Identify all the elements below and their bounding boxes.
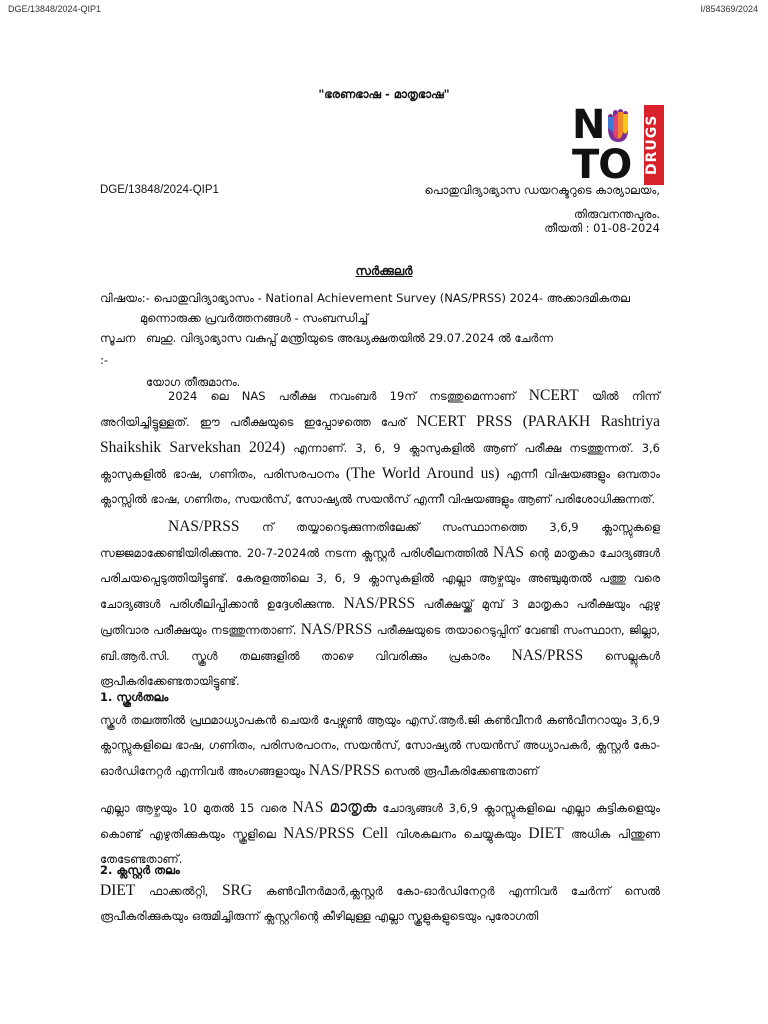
office-line-2: തിരുവനന്തപുരം.: [573, 207, 660, 221]
circular-title: സർക്കുലർ: [355, 264, 413, 278]
motto: "ഭരണഭാഷ - മാതൃഭാഷ": [318, 87, 450, 101]
header-right-ref: I/854369/2024: [700, 4, 758, 14]
file-number: DGE/13848/2024-QIP1: [100, 184, 219, 196]
text-run: സെല്ലുകൾ രൂപീകരിക്കേണ്ടതായിട്ടുണ്ട്.: [100, 649, 660, 688]
text-run: സ്കൂൾ തലത്തിൽ പ്രഥമാധ്യാപകൻ ചെയർ പേഴ്സൺ ആയും എസ്.ആർ.ജി കൺവീനർ കൺവീനറായും 3,6,9 ക്ലാസ്സുകളിലെ ഭാഷ, ഗണിതം, പരിസരപഠനം, സയൻസ്, സോഷ്യൽ സയൻസ് അധ്യാപകർ, ക്ലസ്റ്റർ കോ-ഓർഡിനേറ്റർ എന്നിവർ അംഗങ്ങളായും: [100, 713, 660, 778]
emphasis-run: NAS/PRSS: [343, 595, 416, 612]
emphasis-run: SRG: [221, 882, 253, 899]
emphasis-run: (The World Around us): [345, 465, 500, 482]
section-1-para-b: [100, 795, 660, 872]
subject: [100, 288, 670, 328]
reference-label: സൂചന :-: [100, 331, 136, 367]
date-value: 01-08-2024: [593, 221, 660, 235]
reference-line-2: യോഗ തീരുമാനം.: [146, 375, 241, 389]
emphasis-run: മാതൃക: [323, 799, 377, 816]
paragraph-1: [100, 383, 660, 512]
text-run: 2024 ലെ NAS പരീക്ഷ നവംബർ 19ന് നടത്തുമെന്നാണ്: [168, 389, 529, 403]
emphasis-run: NAS/PRSS: [168, 518, 240, 535]
section-1-para-a: [100, 708, 660, 784]
text-run: എന്നീ വിഷയങ്ങളും ഒമ്പതാം ക്ലാസ്സിൽ ഭാഷ, ഗണിതം, സയൻസ്, സോഷ്യൽ സയൻസ് എന്നീ വിഷയങ്ങളും ആണ് പരിശോധിക്കുന്നത്.: [100, 467, 661, 506]
emphasis-run: NAS/PRSS: [300, 621, 373, 638]
text-run: ന്റെ മാതൃകാ ചോദ്യങ്ങൾ പരിചയപ്പെടുത്തിയിട്ടുണ്ട്. കേരളത്തിലെ 3, 6, 9 ക്ലാസുകളിൽ എല്ലാ ആഴ്ചയും അഞ്ചുമുതൽ പത്തു വരെ ചോദ്യങ്ങൾ പരിശീലിപ്പിക്കാൻ ഉദ്ദേശിക്കുന്നു.: [100, 546, 660, 611]
text-run: പരീക്ഷയ്ക്ക് മുമ്പ് 3 മാതൃകാ പരീക്ഷയും ഏഴു പ്രതിവാര പരീക്ഷയും നടത്തുന്നതാണ്.: [100, 597, 660, 637]
paragraph-2: [100, 514, 660, 694]
section-2-para: [100, 878, 660, 929]
subject-line-1: വിഷയം:- പൊതുവിദ്യാഭ്യാസം - National Achievement Survey (NAS/PRSS) 2024- അക്കാദമികതല: [100, 291, 630, 305]
emphasis-run: NAS: [292, 799, 324, 816]
date-line: [544, 221, 660, 236]
text-run: അധിക പിന്തുണ തേടേണ്ടതാണ്.: [100, 827, 660, 866]
emphasis-run: NAS/PRSS: [308, 762, 381, 779]
text-run: ഫാക്കൽറ്റി,: [135, 884, 222, 898]
text-run: വിശകലനം ചെയ്യുകയും: [388, 827, 529, 841]
text-run: പരീക്ഷയുടെ തയാറെടുപ്പിന് വേണ്ടി സംസ്ഥാന, ജില്ലാ, ബി.ആർ.സി. സ്കൂൾ തലങ്ങളിൽ താഴെ വിവരിക്കും പ്രകാരം: [100, 623, 660, 663]
emphasis-run: NAS: [493, 544, 525, 561]
text-run: കൺവീനർമാർ,ക്ലസ്റ്റർ കോ-ഓർഡിനേറ്റർ എന്നിവർ ചേർന്ന് സെൽ രൂപീകരിക്കുകയും ഒരുമിച്ചിരുന്ന് ക്ലസ്റ്ററിന്റെ കീഴിലുള്ള എല്ലാ സ്കൂളുകളുടെയും പുരോഗതി: [100, 884, 660, 923]
text-run: എന്നാണ്. 3, 6, 9 ക്ലാസുകളിൽ ആണ് പരീക്ഷ നടത്തുന്നത്. 3,6 ക്ലാസുകളിൽ ഭാഷ, ഗണിതം, പരിസരപഠനം: [100, 441, 661, 481]
office-line-1: പൊതുവിദ്യാഭ്യാസ ഡയറക്ടറുടെ കാര്യാലയം,: [424, 183, 660, 197]
section-2-heading: 2. ക്ലസ്റ്റർ തലം: [100, 863, 180, 877]
reference-line-1: ബഹു. വിദ്യാഭ്യാസ വകുപ്പ് മന്ത്രിയുടെ അദ്ധ്യക്ഷതയിൽ 29.07.2024 ൽ ചേർന്ന: [146, 331, 553, 345]
date-label: തീയതി :: [544, 221, 594, 235]
text-run: എല്ലാ ആഴ്ചയും 10 മുതൽ 15 വരെ: [100, 801, 293, 815]
logo-n-letter: N: [572, 102, 605, 148]
logo-to-text: TO: [572, 142, 632, 188]
emphasis-run: NCERT PRSS (PARAKH Rashtriya Shaikshik Sarvekshan 2024): [100, 413, 660, 456]
emphasis-run: DIET: [100, 882, 136, 899]
hand-icon: [604, 108, 634, 142]
emphasis-run: NAS/PRSS Cell: [283, 825, 389, 842]
emphasis-run: NAS/PRSS: [511, 647, 584, 664]
section-1-heading: 1. സ്കൂൾതലം: [100, 690, 169, 704]
subject-line-2: മുന്നൊരുക്ക പ്രവർത്തനങ്ങൾ - സംബന്ധിച്ച്: [140, 311, 369, 325]
logo-drugs-bar: DRUGS: [644, 105, 664, 185]
text-run: യിൽ നിന്ന് അറിയിച്ചിട്ടുള്ളത്. ഈ പരീക്ഷയുടെ ഇപ്പോഴത്തെ പേര്: [100, 389, 661, 429]
emphasis-run: NCERT: [528, 387, 579, 404]
text-run: ചോദ്യങ്ങൾ 3,6,9 ക്ലാസ്സുകളിലെ എല്ലാ കുട്ടികളെയും കൊണ്ട് എഴുതിക്കുകയും സ്കൂളിലെ: [100, 801, 660, 841]
emphasis-run: DIET: [528, 825, 564, 842]
text-run: സെൽ രൂപീകരിക്കേണ്ടതാണ്: [380, 764, 539, 778]
text-run: ന് തയ്യാറെടുക്കുന്നതിലേക്ക് സംസ്ഥാനത്തെ 3,6,9 ക്ലാസ്സുകളെ സജ്ജമാക്കേണ്ടിയിരിക്കുന്നു. 20-7-2024ൽ നടന്ന ക്ലസ്റ്റർ പരിശീലനത്തിൽ: [100, 520, 660, 560]
no-to-drugs-logo: [572, 102, 664, 188]
header-left-ref: DGE/13848/2024-QIP1: [8, 4, 102, 14]
